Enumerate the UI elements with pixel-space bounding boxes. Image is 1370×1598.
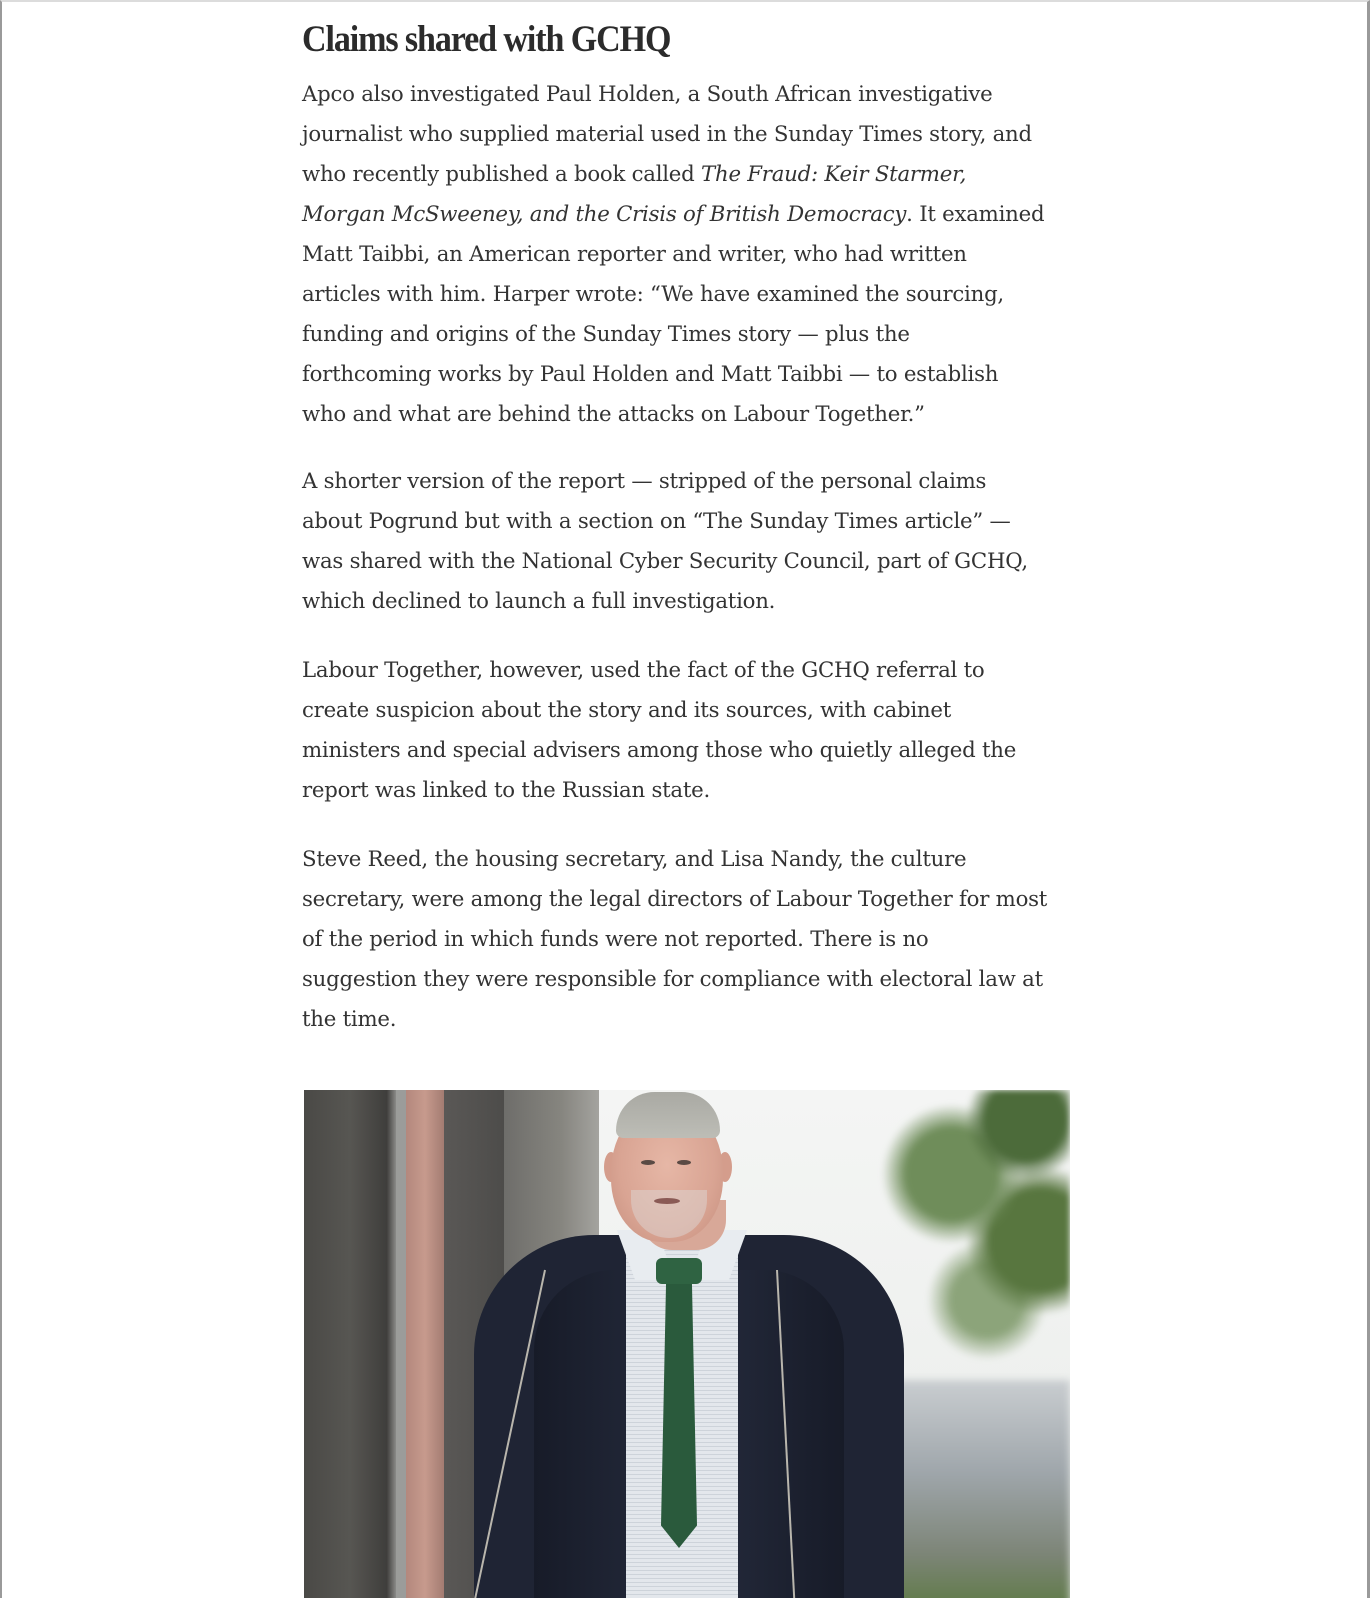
line-text: . It examined <box>906 202 1045 227</box>
paragraph-line: secretary, were among the legal directors of Labour Together for most <box>302 887 1048 912</box>
photo-eye <box>641 1160 655 1165</box>
paragraph-line: Labour Together, however, used the fact of the GCHQ referral to <box>302 658 985 683</box>
paragraph-line: the time. <box>302 1007 397 1032</box>
paragraph-line: of the period in which funds were not reported. There is no <box>302 927 929 952</box>
section-heading: Claims shared with GCHQ <box>302 19 671 60</box>
photo-hair <box>616 1092 720 1138</box>
photo-pillar-edge <box>396 1090 406 1598</box>
paragraph-line: create suspicion about the story and its sources, with cabinet <box>302 698 951 723</box>
paragraph-line: about Pogrund but with a section on “The Sunday Times article” — <box>302 509 1011 534</box>
photo-tie-knot <box>656 1258 702 1284</box>
paragraph-line: who and what are behind the attacks on Labour Together.” <box>302 402 925 427</box>
photo-concrete-pillar <box>304 1090 396 1598</box>
paragraph-line: articles with him. Harper wrote: “We have examined the sourcing, <box>302 282 1004 307</box>
article-photo <box>304 1090 1070 1598</box>
paragraph-line: Steve Reed, the housing secretary, and Lisa Nandy, the culture <box>302 847 967 872</box>
paragraph-line <box>302 195 1070 235</box>
photo-eye <box>677 1160 691 1165</box>
line-text: who recently published a book called <box>302 162 702 187</box>
book-title-italic: Morgan McSweeney, and the Crisis of British Democracy <box>302 202 907 227</box>
photo-mouth <box>654 1198 680 1204</box>
paragraph-line: ministers and special advisers among those who quietly alleged the <box>302 738 1017 763</box>
paragraph-line: which declined to launch a full investigation. <box>302 589 776 614</box>
article-paragraph <box>302 75 1070 435</box>
article-paragraph <box>302 840 1070 1040</box>
article-paragraph <box>302 651 1070 811</box>
paragraph-line: suggestion they were responsible for compliance with electoral law at <box>302 967 1043 992</box>
book-title-italic: The Fraud: Keir Starmer, <box>701 162 967 187</box>
paragraph-line <box>302 155 1070 195</box>
paragraph-line: Apco also investigated Paul Holden, a South African investigative <box>302 82 993 107</box>
paragraph-line: funding and origins of the Sunday Times story — plus the <box>302 322 910 347</box>
paragraph-line: A shorter version of the report — stripped of the personal claims <box>302 469 987 494</box>
paragraph-line: report was linked to the Russian state. <box>302 778 711 803</box>
paragraph-line: forthcoming works by Paul Holden and Matt Taibbi — to establish <box>302 362 999 387</box>
paragraph-line: journalist who supplied material used in the Sunday Times story, and <box>302 122 1032 147</box>
paragraph-line: Matt Taibbi, an American reporter and writer, who had written <box>302 242 967 267</box>
article-paragraph <box>302 462 1070 622</box>
paragraph-line: was shared with the National Cyber Security Council, part of GCHQ, <box>302 549 1028 574</box>
photo-green-tie <box>661 1266 697 1548</box>
photo-brick-wall <box>406 1090 444 1598</box>
